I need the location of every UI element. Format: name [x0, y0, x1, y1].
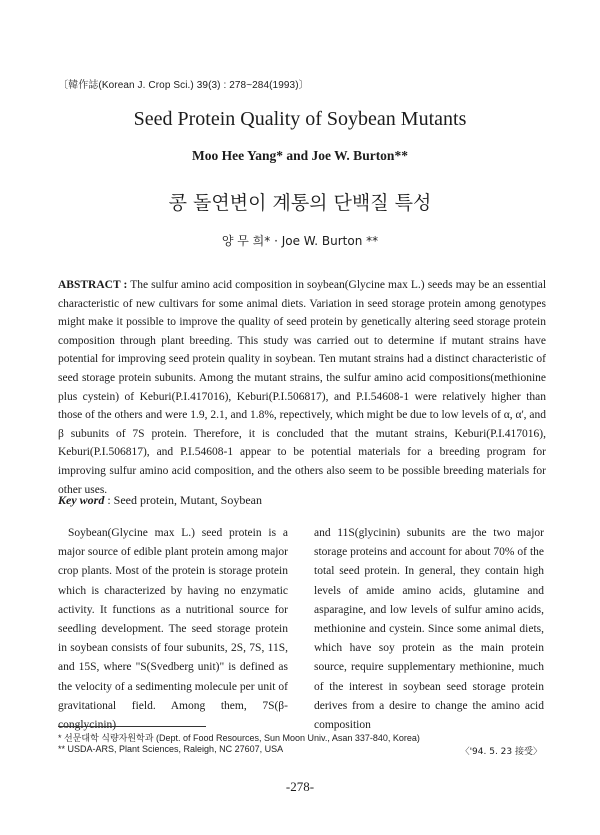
- body-left-column: Soybean(Glycine max L.) seed protein is a major source of edible plant protein among major crop plants. Most of the protein is storage protein which is characterized by having no enzymatic activity. It functions as a nutritional source for seedling development. The seed storage protein in soybean consists of four subunits, 2S, 7S, 11S, and 15S, where "S(Svedberg unit)" is defined as the velocity of a sedimenting molecule per unit of gravitational field. Among them, 7S(β-conglycinin): [58, 527, 288, 732]
- keyword-label: Key word: [58, 493, 105, 507]
- abstract: [58, 276, 546, 499]
- page-number: -278-: [285, 779, 315, 794]
- journal-reference: 〔韓作誌(Korean J. Crop Sci.) 39(3) : 278~284(1993)〕: [58, 80, 309, 91]
- authors: Moo Hee Yang* and Joe W. Burton**: [192, 148, 408, 163]
- footnote-divider: [58, 726, 206, 727]
- abstract-label: ABSTRACT :: [58, 279, 128, 291]
- paper-title-korean: 콩 돌연변이 계통의 단백질 특성: [168, 192, 432, 214]
- keyword-text: : Seed protein, Mutant, Soybean: [107, 493, 262, 507]
- abstract-text: The sulfur amino acid composition in soybean(Glycine max L.) seeds may be an essential characteristic of new cultivars for some animal diets. Variation in seed storage protein among genotypes might make it possible to improve the quality of seed protein by genetically altering seed storage protein composition through plant breeding. This study was carried out to determine if mutant strains have potential for improving seed protein quality in soybean. Ten mutant strains had a distinct characteristic of seed storage protein subunits. Among the mutant strains, the sulfur amino acid compositions(methionine plus cystein) of Keburi(P.I.417016), Keburi(P.I.506817), and P.I.54608-1 were relatively higher than those of the others and were 1.9, 2.1, and 1.8%, repectively, which might be due to low levels of α, α', and β subunits of 7S protein. Therefore, it is concluded that the mutant strains, Keburi(P.I.417016), Keburi(P.I.506817), and P.I.54608-1 appear to be potential materials for a breeding program for improving sulfur amino acid composition, and the others also seem to be possible breeding materials for other uses.: [58, 279, 547, 496]
- body-right-column: and 11S(glycinin) subunits are the two major storage proteins and account for about 70% of the total seed protein. In general, they contain high levels of amide amino acids, glutamine and asparagine, and low levels of sulfur amino acids, methionine and cystein. Since some animal diets, which have soy protein as the main protein source, require supplementary methionine, much of the interest in soybean seed storage protein derives from a desire to change the amino acid composition: [314, 527, 544, 732]
- keywords: [58, 493, 262, 508]
- received-date: 〈'94. 5. 23 接受〉: [460, 747, 542, 757]
- footnote-affiliation-1: * 선문대학 식량자원학과 (Dept. of Food Resources, Sun Moon Univ., Asan 337-840, Korea): [58, 733, 420, 743]
- footnote-affiliation-2: ** USDA-ARS, Plant Sciences, Raleigh, NC 27607, USA: [58, 744, 284, 754]
- paper-title: Seed Protein Quality of Soybean Mutants: [133, 108, 467, 130]
- authors-korean: 양 무 희* · Joe W. Burton **: [221, 234, 379, 248]
